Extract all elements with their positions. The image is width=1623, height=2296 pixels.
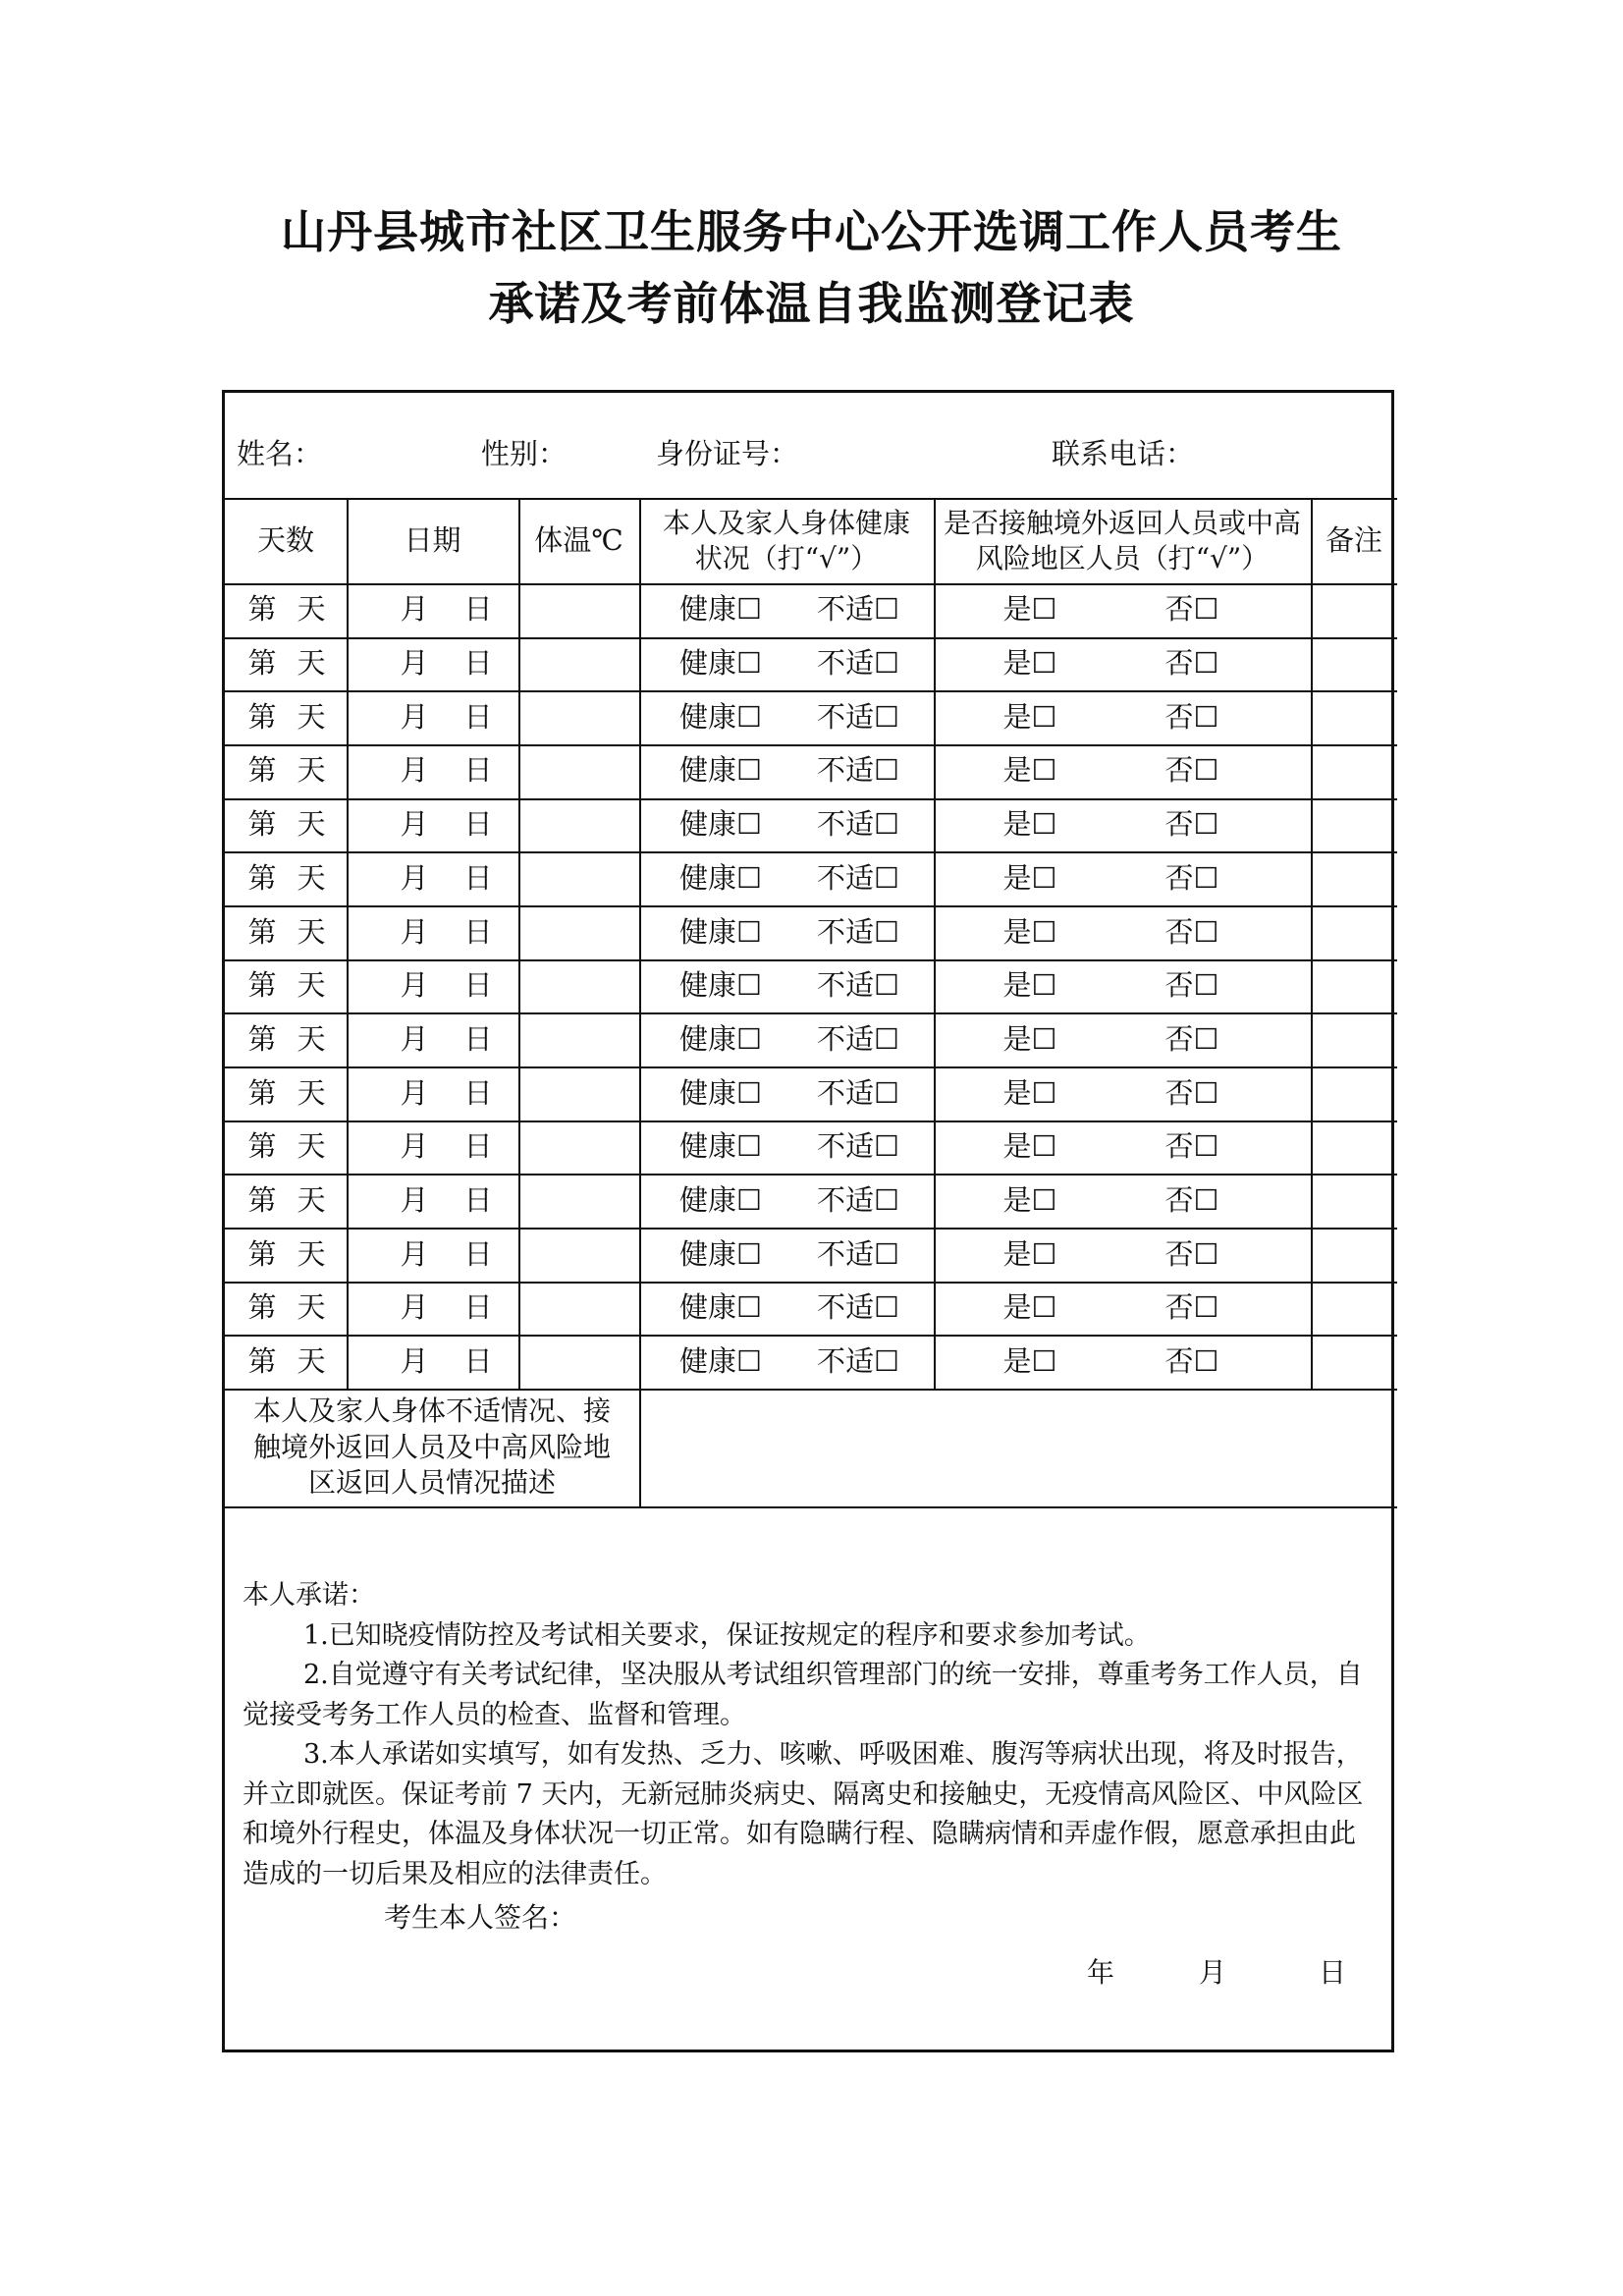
form-title-line2: 承诺及考前体温自我监测登记表 (488, 277, 1135, 330)
grid-hline (225, 1389, 1397, 1391)
contact-yes-checkbox[interactable]: 是☐ (1002, 807, 1057, 842)
row-day-suffix: 天 (297, 1075, 326, 1110)
temperature-input[interactable] (518, 690, 639, 744)
unwell-checkbox[interactable]: 不适☐ (817, 1290, 899, 1325)
contact-yes-checkbox[interactable]: 是☐ (1002, 1129, 1057, 1164)
temperature-input[interactable] (518, 1121, 639, 1175)
temperature-input[interactable] (518, 959, 639, 1013)
unwell-checkbox[interactable]: 不适☐ (817, 646, 899, 681)
temperature-input[interactable] (518, 798, 639, 852)
temperature-input[interactable] (518, 1066, 639, 1121)
row-day-prefix: 第 (247, 753, 277, 788)
unwell-checkbox[interactable]: 不适☐ (817, 1129, 899, 1164)
id-number-field-label[interactable]: 身份证号： (656, 437, 799, 470)
row-day-suffix: 天 (297, 592, 326, 627)
contact-yes-checkbox[interactable]: 是☐ (1002, 753, 1057, 788)
row-day-prefix: 第 (247, 1290, 277, 1325)
description-input-area[interactable] (639, 1389, 1397, 1506)
contact-yes-checkbox[interactable]: 是☐ (1002, 860, 1057, 895)
grid-hline (225, 498, 1397, 500)
form-title-line1: 山丹县城市社区卫生服务中心公开选调工作人员考生 (281, 205, 1342, 258)
row-date-label: 日 (463, 1236, 493, 1271)
remark-input[interactable] (1311, 744, 1397, 798)
contact-no-checkbox[interactable]: 否☐ (1164, 1182, 1219, 1217)
row-date-label: 日 (463, 1290, 493, 1325)
row-month-label: 月 (400, 592, 429, 627)
unwell-checkbox[interactable]: 不适☐ (817, 968, 899, 1003)
row-month-label: 月 (400, 807, 429, 842)
row-day-suffix: 天 (297, 1343, 326, 1378)
row-day-prefix: 第 (247, 699, 277, 734)
row-month-label: 月 (400, 860, 429, 895)
healthy-checkbox[interactable]: 健康☐ (679, 1021, 762, 1056)
description-label: 本人及家人身体不适情况、接触境外返回人员及中高风险地区返回人员情况描述 (252, 1394, 611, 1500)
row-day-prefix: 第 (247, 592, 277, 627)
contact-yes-checkbox[interactable]: 是☐ (1002, 1290, 1057, 1325)
header-contact-risk: 是否接触境外返回人员或中高风险地区人员（打“√”） (944, 506, 1302, 574)
remark-input[interactable] (1311, 1121, 1397, 1175)
remark-input[interactable] (1311, 798, 1397, 852)
contact-no-checkbox[interactable]: 否☐ (1164, 1021, 1219, 1056)
phone-field-label[interactable]: 联系电话： (1052, 437, 1195, 470)
row-date-label: 日 (463, 1343, 493, 1378)
row-day-suffix: 天 (297, 914, 326, 949)
row-date-label: 日 (463, 968, 493, 1003)
grid-hline (225, 583, 1397, 585)
promise-heading: 本人承诺： (243, 1580, 375, 1611)
row-month-label: 月 (400, 1290, 429, 1325)
registration-form (222, 390, 1394, 2052)
remark-input[interactable] (1311, 905, 1397, 959)
row-day-prefix: 第 (247, 860, 277, 895)
healthy-checkbox[interactable]: 健康☐ (679, 1182, 762, 1217)
grid-hline (225, 637, 1397, 639)
unwell-checkbox[interactable]: 不适☐ (817, 699, 899, 734)
promise-item-2: 2.自觉遵守有关考试纪律，坚决服从考试组织管理部门的统一安排，尊重考务工作人员，自觉接受考务工作人员的检查、监督和管理。 (243, 1660, 1363, 1730)
grid-hline (225, 851, 1397, 853)
row-month-label: 月 (400, 753, 429, 788)
contact-no-checkbox[interactable]: 否☐ (1164, 1290, 1219, 1325)
row-month-label: 月 (400, 1129, 429, 1164)
contact-no-checkbox[interactable]: 否☐ (1164, 807, 1219, 842)
row-day-suffix: 天 (297, 807, 326, 842)
row-month-label: 月 (400, 646, 429, 681)
row-date-label: 日 (463, 592, 493, 627)
row-date-label: 日 (463, 860, 493, 895)
grid-vline (934, 498, 936, 1389)
temperature-input[interactable] (518, 744, 639, 798)
remark-input[interactable] (1311, 583, 1397, 637)
grid-vline (639, 498, 641, 1389)
header-temperature: 体温℃ (534, 523, 623, 558)
row-month-label: 月 (400, 1021, 429, 1056)
contact-yes-checkbox[interactable]: 是☐ (1002, 592, 1057, 627)
header-days: 天数 (256, 523, 314, 558)
contact-yes-checkbox[interactable]: 是☐ (1002, 699, 1057, 734)
row-month-label: 月 (400, 914, 429, 949)
sign-date-year[interactable]: 年 (1087, 1956, 1115, 1989)
remark-input[interactable] (1311, 959, 1397, 1013)
healthy-checkbox[interactable]: 健康☐ (679, 592, 762, 627)
remark-input[interactable] (1311, 1335, 1397, 1389)
grid-hline (225, 1282, 1397, 1284)
temperature-input[interactable] (518, 905, 639, 959)
grid-hline (225, 959, 1397, 961)
row-day-prefix: 第 (247, 1182, 277, 1217)
row-day-suffix: 天 (297, 968, 326, 1003)
grid-vline (347, 498, 349, 1389)
contact-no-checkbox[interactable]: 否☐ (1164, 914, 1219, 949)
healthy-checkbox[interactable]: 健康☐ (679, 860, 762, 895)
grid-hline (225, 1066, 1397, 1068)
promise-section (243, 1576, 1374, 1894)
remark-input[interactable] (1311, 1012, 1397, 1066)
grid-hline (225, 744, 1397, 746)
row-day-suffix: 天 (297, 753, 326, 788)
header-date: 日期 (404, 523, 461, 558)
grid-hline (225, 1506, 1397, 1508)
healthy-checkbox[interactable]: 健康☐ (679, 1129, 762, 1164)
row-day-prefix: 第 (247, 1129, 277, 1164)
row-day-prefix: 第 (247, 914, 277, 949)
row-day-prefix: 第 (247, 1021, 277, 1056)
header-remark: 备注 (1325, 523, 1382, 558)
grid-vline (518, 498, 520, 1389)
row-date-label: 日 (463, 699, 493, 734)
contact-no-checkbox[interactable]: 否☐ (1164, 860, 1219, 895)
unwell-checkbox[interactable]: 不适☐ (817, 592, 899, 627)
grid-hline (225, 798, 1397, 800)
contact-no-checkbox[interactable]: 否☐ (1164, 699, 1219, 734)
grid-vline (1311, 498, 1313, 1389)
row-month-label: 月 (400, 968, 429, 1003)
row-day-suffix: 天 (297, 699, 326, 734)
healthy-checkbox[interactable]: 健康☐ (679, 968, 762, 1003)
temperature-input[interactable] (518, 1012, 639, 1066)
signature-label[interactable]: 考生本人签名： (384, 1901, 577, 1934)
row-date-label: 日 (463, 1182, 493, 1217)
row-day-suffix: 天 (297, 1021, 326, 1056)
healthy-checkbox[interactable]: 健康☐ (679, 1343, 762, 1378)
healthy-checkbox[interactable]: 健康☐ (679, 914, 762, 949)
row-day-prefix: 第 (247, 646, 277, 681)
row-date-label: 日 (463, 1129, 493, 1164)
healthy-checkbox[interactable]: 健康☐ (679, 1236, 762, 1271)
contact-no-checkbox[interactable]: 否☐ (1164, 753, 1219, 788)
row-month-label: 月 (400, 1075, 429, 1110)
grid-hline (225, 690, 1397, 692)
gender-field-label[interactable]: 性别： (481, 437, 568, 470)
row-date-label: 日 (463, 1021, 493, 1056)
healthy-checkbox[interactable]: 健康☐ (679, 1075, 762, 1110)
grid-hline (225, 1121, 1397, 1122)
row-day-prefix: 第 (247, 807, 277, 842)
unwell-checkbox[interactable]: 不适☐ (817, 860, 899, 895)
temperature-input[interactable] (518, 1282, 639, 1336)
contact-yes-checkbox[interactable]: 是☐ (1002, 1021, 1057, 1056)
remark-input[interactable] (1311, 1228, 1397, 1282)
temperature-input[interactable] (518, 1228, 639, 1282)
temperature-input[interactable] (518, 851, 639, 905)
unwell-checkbox[interactable]: 不适☐ (817, 914, 899, 949)
row-month-label: 月 (400, 1182, 429, 1217)
temperature-input[interactable] (518, 1335, 639, 1389)
unwell-checkbox[interactable]: 不适☐ (817, 1343, 899, 1378)
sign-date-month[interactable]: 月 (1199, 1956, 1227, 1989)
contact-no-checkbox[interactable]: 否☐ (1164, 1075, 1219, 1110)
unwell-checkbox[interactable]: 不适☐ (817, 1021, 899, 1056)
grid-hline (225, 1174, 1397, 1175)
row-date-label: 日 (463, 753, 493, 788)
promise-item-1: 1.已知晓疫情防控及考试相关要求，保证按规定的程序和要求参加考试。 (303, 1619, 1151, 1651)
temperature-input[interactable] (518, 637, 639, 691)
row-day-suffix: 天 (297, 1290, 326, 1325)
contact-yes-checkbox[interactable]: 是☐ (1002, 1075, 1057, 1110)
row-date-label: 日 (463, 914, 493, 949)
contact-no-checkbox[interactable]: 否☐ (1164, 1129, 1219, 1164)
contact-no-checkbox[interactable]: 否☐ (1164, 968, 1219, 1003)
contact-no-checkbox[interactable]: 否☐ (1164, 646, 1219, 681)
row-day-suffix: 天 (297, 1236, 326, 1271)
unwell-checkbox[interactable]: 不适☐ (817, 1075, 899, 1110)
row-month-label: 月 (400, 699, 429, 734)
grid-hline (225, 1228, 1397, 1230)
remark-input[interactable] (1311, 1066, 1397, 1121)
remark-input[interactable] (1311, 1174, 1397, 1228)
healthy-checkbox[interactable]: 健康☐ (679, 646, 762, 681)
sign-date-day[interactable]: 日 (1319, 1956, 1347, 1989)
temperature-input[interactable] (518, 1174, 639, 1228)
unwell-checkbox[interactable]: 不适☐ (817, 1236, 899, 1271)
contact-no-checkbox[interactable]: 否☐ (1164, 1343, 1219, 1378)
row-day-prefix: 第 (247, 1075, 277, 1110)
row-month-label: 月 (400, 1236, 429, 1271)
row-day-suffix: 天 (297, 1182, 326, 1217)
temperature-input[interactable] (518, 583, 639, 637)
header-health-status: 本人及家人身体健康状况（打“√”） (662, 506, 910, 574)
remark-input[interactable] (1311, 637, 1397, 691)
row-day-suffix: 天 (297, 646, 326, 681)
grid-hline (225, 905, 1397, 907)
row-date-label: 日 (463, 646, 493, 681)
contact-yes-checkbox[interactable]: 是☐ (1002, 1343, 1057, 1378)
contact-yes-checkbox[interactable]: 是☐ (1002, 968, 1057, 1003)
remark-input[interactable] (1311, 690, 1397, 744)
contact-no-checkbox[interactable]: 否☐ (1164, 1236, 1219, 1271)
healthy-checkbox[interactable]: 健康☐ (679, 699, 762, 734)
row-month-label: 月 (400, 1343, 429, 1378)
row-date-label: 日 (463, 807, 493, 842)
unwell-checkbox[interactable]: 不适☐ (817, 753, 899, 788)
contact-yes-checkbox[interactable]: 是☐ (1002, 1236, 1057, 1271)
contact-no-checkbox[interactable]: 否☐ (1164, 592, 1219, 627)
healthy-checkbox[interactable]: 健康☐ (679, 807, 762, 842)
healthy-checkbox[interactable]: 健康☐ (679, 1290, 762, 1325)
row-date-label: 日 (463, 1075, 493, 1110)
contact-yes-checkbox[interactable]: 是☐ (1002, 1182, 1057, 1217)
name-field-label[interactable]: 姓名： (237, 437, 323, 470)
contact-yes-checkbox[interactable]: 是☐ (1002, 646, 1057, 681)
row-day-suffix: 天 (297, 1129, 326, 1164)
row-day-prefix: 第 (247, 968, 277, 1003)
unwell-checkbox[interactable]: 不适☐ (817, 807, 899, 842)
remark-input[interactable] (1311, 1282, 1397, 1336)
contact-yes-checkbox[interactable]: 是☐ (1002, 914, 1057, 949)
remark-input[interactable] (1311, 851, 1397, 905)
grid-hline (225, 1012, 1397, 1014)
row-day-suffix: 天 (297, 860, 326, 895)
promise-item-3: 3.本人承诺如实填写，如有发热、乏力、咳嗽、呼吸困难、腹泻等病状出现，将及时报告，并立即就医。保证考前 7 天内，无新冠肺炎病史、隔离史和接触史，无疫情高风险区、中风险区和境外行程史，体温及身体状况一切正常。如有隐瞒行程、隐瞒病情和弄虚作假，愿意承担由此造成的一切后果及相应的法律责任。 (243, 1739, 1364, 1889)
unwell-checkbox[interactable]: 不适☐ (817, 1182, 899, 1217)
grid-hline (225, 1335, 1397, 1337)
grid-vline (639, 1389, 641, 1506)
row-day-prefix: 第 (247, 1343, 277, 1378)
row-day-prefix: 第 (247, 1236, 277, 1271)
healthy-checkbox[interactable]: 健康☐ (679, 753, 762, 788)
